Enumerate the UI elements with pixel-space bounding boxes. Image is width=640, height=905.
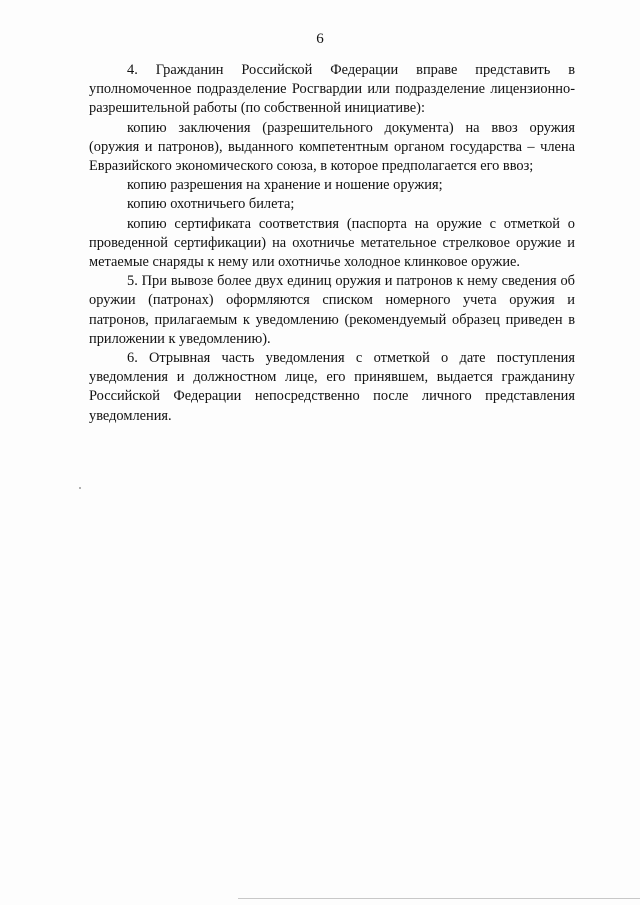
document-body	[89, 61, 575, 426]
paragraph-6: 6. Отрывная часть уведомления с отметкой о дате поступления уведомления и должностном лице, его принявшем, выдается гражданину Российской Федерации непосредственно после личного представления уведомления.	[89, 350, 575, 424]
paragraph-permit-copy: копию разрешения на хранение и ношение оружия;	[127, 177, 443, 194]
scan-bottom-edge	[238, 898, 640, 899]
page-number: 6	[316, 31, 324, 47]
paragraph-import-conclusion-copy: копию заключения (разрешительного документа) на ввоз оружия (оружия и патронов), выданного компетентным органом государства – члена Евразийского экономического союза, в которое предполагается его ввоз;	[89, 119, 575, 175]
scan-speck	[79, 487, 81, 489]
paragraph-hunting-license-copy: копию охотничьего билета;	[127, 196, 295, 213]
paragraph-5: 5. При вывозе более двух единиц оружия и патронов к нему сведения об оружии (патронах) оформляются списком номерного учета оружия и патронов, прилагаемым к уведомлению (рекомендуемый образец приведен в приложении к уведомлению).	[89, 273, 575, 347]
paragraph-4-intro: 4. Гражданин Российской Федерации вправе представить в уполномоченное подразделение Росгвардии или подразделение лицензионно-разрешительной работы (по собственной инициативе):	[89, 62, 575, 117]
paragraph-certificate-copy: копию сертификата соответствия (паспорта на оружие с отметкой о проведенной сертификации) на охотничье метательное стрелковое оружие и метаемые снаряды к нему или охотничье холодное клинковое оружие.	[89, 215, 575, 271]
